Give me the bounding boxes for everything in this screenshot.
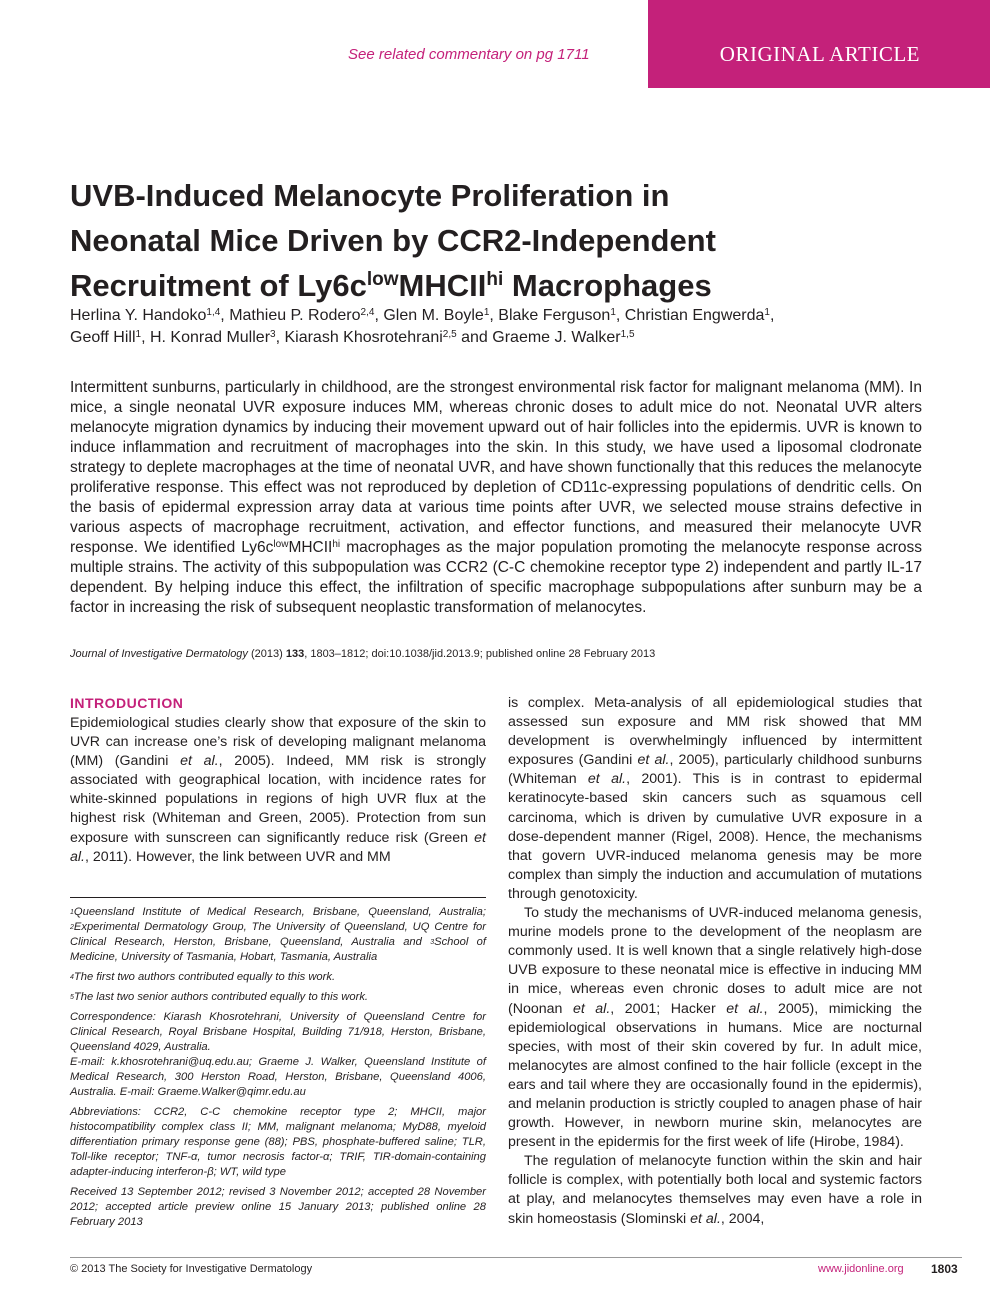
body-text: , 2005). Indeed, MM risk is strongly associated with geographical location, with incidence rates for white-skinned populations in regions of high UVR flux at the highest risk (Whiteman and Green, 2005). Protection from sun exposure with sunscreen can significantly reduce risk (Green	[70, 753, 486, 846]
author-list: Herlina Y. Handoko$^{1,4}$, Mathieu P. Rodero$^{2,4}$, Glen M. Boyle$^1$, Blake Ferguson$^1$, Christian Engwerda$^1$, Geoff Hill$^1$, H. Konrad Muller$^3$, Kiarash Khosrotehrani$^{2,5}$ and Graeme J. Walker$^{1,5}$	[70, 307, 775, 346]
title-line-2: Neonatal Mice Driven by CCR2-Independent	[70, 223, 716, 258]
journal-year: (2013)	[247, 648, 286, 660]
badge-label: ORIGINAL ARTICLE	[719, 42, 920, 66]
footnotes	[70, 905, 486, 1235]
left-column-body	[70, 714, 486, 867]
abbreviations: Abbreviations: CCR2, C-C chemokine receptor type 2; MHCII, major histocompatibility complex class II; MM, malignant melanoma; MyD88, myeloid differentiation primary response gene (88); PBS, phosphate-buffered saline; TLR, Toll-like receptor; TNF-α, tumor necrosis factor-α; TRIF, TIR-domain-containing adapter-inducing interferon-β; WT, wild type	[70, 1106, 486, 1178]
abstract-sup: hi	[332, 539, 341, 550]
paragraph	[508, 694, 922, 904]
body-text: To study the mechanisms of UVR-induced melanoma genesis, murine models prone to the development of the neoplasm are commonly used. It is well known that a single relatively high-dose UVB exposure to these neonatal mice is effective in inducing MM in mice, whereas even chronic doses to adult mice are not (Noonan	[508, 905, 922, 1017]
body-text: Epidemiological studies clearly show that exposure of the skin to UVR can increase one’s risk of developing malignant melanoma (MM) (Gandini	[70, 715, 486, 770]
author-affiliation: 1,4	[206, 307, 221, 318]
footnote-marker: 4	[70, 974, 74, 981]
footnote-marker: 2	[70, 924, 74, 931]
article-type-badge	[648, 0, 990, 88]
author-name: Glen M. Boyle	[383, 307, 484, 324]
author-name: Kiarash Khosrotehrani	[284, 329, 443, 346]
abstract-sup: low	[273, 539, 289, 550]
affiliation-1: Queensland Institute of Medical Research, Brisbane, Queensland, Australia;	[73, 906, 486, 918]
journal-name: Journal of Investigative Dermatology	[70, 648, 248, 660]
author-name: Geoff Hill	[70, 329, 136, 346]
affiliation-3: School of Medicine, University of Tasmania, Hobart, Tasmania, Australia	[70, 936, 486, 963]
author-affiliation: 1	[610, 307, 616, 318]
author-affiliation: 1,5	[620, 329, 635, 340]
author-affiliation: 2,4	[360, 307, 375, 318]
footnote-divider	[70, 897, 486, 898]
title-line-3-mid: MHCII	[398, 268, 487, 303]
affiliation-2: Experimental Dermatology Group, The University of Queensland, UQ Centre for Clinical Research, Herston, Brisbane, Queensland, Australia and	[70, 921, 486, 948]
et-al: et al.	[572, 1000, 611, 1017]
body-text: , 2004,	[720, 1210, 765, 1227]
abstract	[70, 378, 922, 618]
related-commentary-link[interactable]: See related commentary on pg 1711	[348, 46, 590, 63]
et-al: et al.	[180, 753, 219, 770]
journal-citation	[70, 648, 655, 660]
title-line-1: UVB-Induced Melanocyte Proliferation in	[70, 178, 670, 213]
author-name: Graeme J. Walker	[492, 329, 621, 346]
title-sup: low	[366, 269, 399, 290]
abstract-text: macrophages as the major population promoting the melanocyte response across multiple strains. The activity of this subpopulation was CCR2 (C-C chemokine receptor type 2) independent and partly IL-17 dependent. By helping induce this effect, the infiltration of specific macrophage subpopulations after sunburn may be a factor in increasing the risk of subsequent neoplastic transformation of melanocytes.	[70, 539, 922, 616]
et-al: et al.	[70, 829, 486, 865]
journal-url-link[interactable]: www.jidonline.org	[818, 1263, 904, 1275]
footnote-4-text: The first two authors contributed equally to this work.	[73, 971, 336, 983]
footnote-marker: 3	[430, 939, 435, 946]
et-al: et al.	[587, 771, 627, 788]
footnote-marker: 1	[70, 909, 74, 916]
paragraph	[508, 904, 922, 1152]
correspondence	[70, 1010, 486, 1100]
section-heading-introduction: INTRODUCTION	[70, 695, 184, 711]
journal-volume: 133	[285, 648, 305, 660]
footnote-marker: 5	[70, 994, 74, 1001]
body-text: , 2001; Hacker	[610, 1000, 727, 1017]
author-affiliation: 2,5	[442, 329, 457, 340]
body-text: , 2011). However, the link between UVR and MM	[84, 848, 391, 865]
footnote-5	[70, 990, 486, 1005]
footnote-5-text: The last two senior authors contributed equally to this work.	[73, 991, 369, 1003]
et-al: et al.	[637, 752, 670, 769]
body-text: The regulation of melanocyte function within the skin and hair follicle is complex, with potentially both local and systemic factors at play, and melanocytes themselves may even have a role in skin homeostasis (Slominski	[508, 1153, 922, 1227]
abstract-text: MHCII	[288, 539, 333, 556]
author-affiliation: 3	[270, 329, 276, 340]
footer-divider	[70, 1257, 962, 1258]
body-text: , 2001). This is in contrast to epidermal keratinocyte-based skin cancers such as squamous cell carcinoma, which is driven by cumulative UVR exposure in a dose-dependent manner (Rigel, 2008). Hence, the mechanisms that govern UVR-induced melanoma genesis may be more complex than simply the induction and accumulation of mutations through genotoxicity.	[508, 771, 922, 902]
journal-details: , 1803–1812; doi:10.1038/jid.2013.9; published online 28 February 2013	[304, 648, 656, 660]
author-name: Blake Ferguson	[498, 307, 611, 324]
author-affiliation: 1	[483, 307, 490, 318]
body-text: is complex. Meta-analysis of all epidemiological studies that assessed sun exposure and MM risk showed that MM development is overwhelmingly influenced by intermittent exposures (Gandini	[508, 695, 922, 769]
email-text[interactable]: E-mail: k.khosrotehrani@uq.edu.au; Graeme J. Walker, Queensland Institute of Medical Research, 300 Herston Road, Herston, Brisbane, Queensland 4006, Australia. E-mail: Graeme.Walker@qimr.edu.au	[70, 1056, 486, 1098]
footnote-affiliations	[70, 905, 486, 965]
received-dates: Received 13 September 2012; revised 3 November 2012; accepted 28 November 2012; accepted article preview online 15 January 2013; published online 28 February 2013	[70, 1186, 486, 1228]
author-name: Herlina Y. Handoko	[70, 307, 207, 324]
page-number: 1803	[931, 1262, 958, 1276]
abstract-text: Intermittent sunburns, particularly in childhood, are the strongest environmental risk factor for malignant melanoma (MM). In mice, a single neonatal UVR exposure induces MM, whereas chronic doses to adult mice do not. Neonatal UVR alters melanocyte migration dynamics by inducing their movement upward out of hair follicles into the epidermis. UVR is known to induce inflammation and recruitment of macrophages into the skin. In this study, we have used a liposomal clodronate strategy to deplete macrophages at the time of neonatal UVR, and have shown functionally that this reduces the melanocyte proliferative response. This effect was not reproduced by depletion of CD11c-expressing populations of dendritic cells. On the basis of epidermal expression array data at various time points after UVR, we selected mouse strains defective in various aspects of macrophage recruitment, activation, and effector functions, and measured their melanocyte UVR response. We identified Ly6c	[70, 379, 922, 556]
author-name: Christian Engwerda	[624, 307, 765, 324]
et-al: et al.	[726, 1000, 764, 1017]
body-text: , 2005), mimicking the epidemiological observations in humans. Mice are nocturnal species, with most of their skin covered by fur. In adult mice, melanocytes are almost confined to the hair follicle (except in the ears and tail where they are occasionally found in the epidermis), and melanin production is strictly coupled to anagen phase of hair growth. However, in newborn murine skin, melanocytes are present in the epidermis for the first week of life (Hirobe, 1984).	[508, 1000, 922, 1151]
footnote-4	[70, 970, 486, 985]
correspondence-text: Correspondence: Kiarash Khosrotehrani, University of Queensland Centre for Clinical Research, Royal Brisbane Hospital, Building 71/918, Herston, Brisbane, Queensland 4029, Australia.	[70, 1011, 486, 1053]
title-sup: hi	[486, 269, 504, 290]
et-al: et al.	[690, 1210, 721, 1227]
copyright: © 2013 The Society for Investigative Dermatology	[70, 1263, 313, 1275]
title-line-3-post: Macrophages	[503, 268, 712, 303]
author-affiliation: 1	[135, 329, 142, 340]
title-line-3: Recruitment of Ly6c	[70, 268, 367, 303]
body-text: , 2005), particularly childhood sunburns (Whiteman	[508, 752, 923, 788]
author-affiliation: 1	[764, 307, 770, 318]
paragraph	[508, 1152, 922, 1228]
author-name: Mathieu P. Rodero	[229, 307, 361, 324]
article-title	[70, 173, 870, 308]
author-name: H. Konrad Muller	[149, 329, 271, 346]
right-column-body	[508, 694, 922, 1229]
